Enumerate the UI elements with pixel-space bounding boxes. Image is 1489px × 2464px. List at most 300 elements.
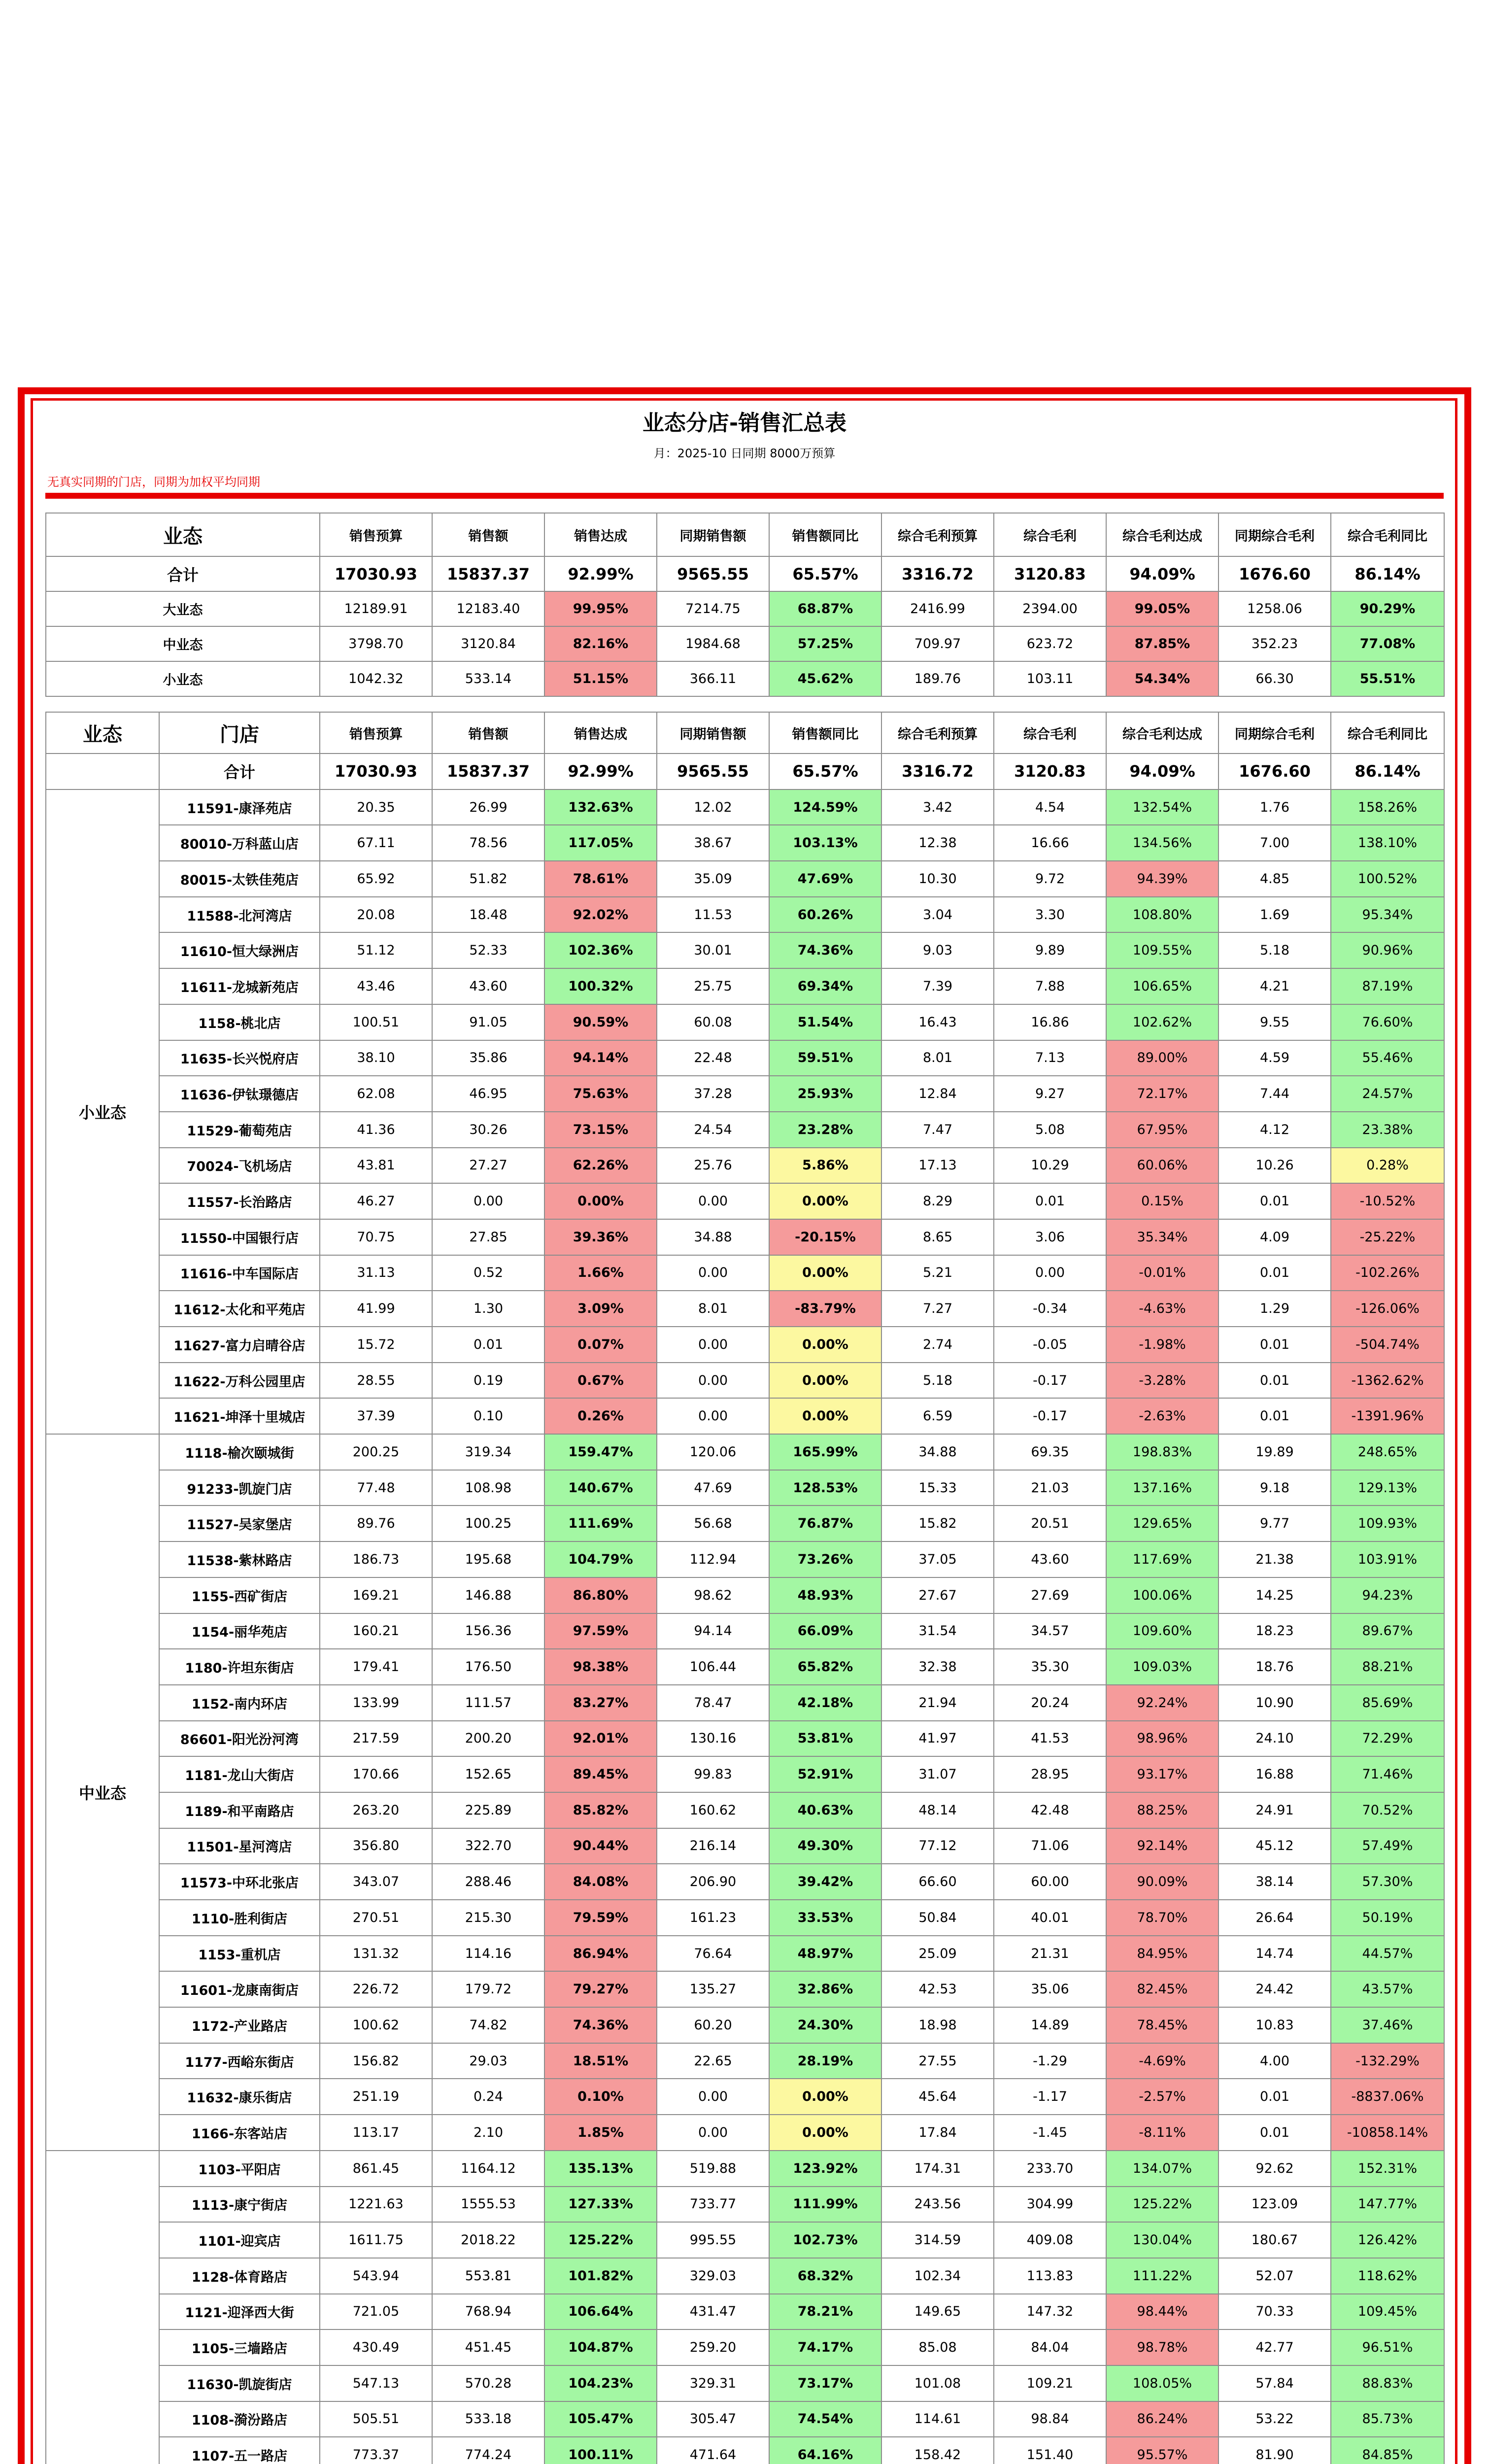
metric-cell: 135.27 bbox=[657, 1971, 769, 2007]
summary-cell: 51.15% bbox=[544, 661, 657, 696]
summary-cell: 352.23 bbox=[1218, 626, 1331, 661]
metric-cell: 40.01 bbox=[994, 1900, 1106, 1936]
metric-cell: 120.06 bbox=[657, 1434, 769, 1470]
metric-cell: 100.11% bbox=[544, 2437, 657, 2464]
column-header: 综合毛利 bbox=[994, 712, 1106, 753]
metric-cell: 233.70 bbox=[994, 2151, 1106, 2187]
metric-cell: 0.01 bbox=[1218, 1398, 1331, 1434]
total-cell: 1676.60 bbox=[1218, 753, 1331, 789]
metric-cell: 47.69 bbox=[657, 1470, 769, 1506]
metric-cell: 200.25 bbox=[320, 1434, 432, 1470]
metric-cell: 9.77 bbox=[1218, 1506, 1331, 1541]
metric-cell: 9.27 bbox=[994, 1076, 1106, 1112]
store-name: 11588-北河湾店 bbox=[159, 897, 320, 933]
metric-cell: 16.86 bbox=[994, 1004, 1106, 1040]
metric-cell: 20.24 bbox=[994, 1685, 1106, 1721]
metric-cell: 70.75 bbox=[320, 1219, 432, 1255]
summary-header-row bbox=[46, 513, 1444, 556]
metric-cell: 0.00% bbox=[769, 2079, 881, 2115]
table-row bbox=[46, 1004, 1444, 1040]
metric-cell: 9.55 bbox=[1218, 1004, 1331, 1040]
metric-cell: 127.33% bbox=[544, 2187, 657, 2223]
table-row bbox=[46, 2079, 1444, 2115]
metric-cell: 18.98 bbox=[881, 2007, 994, 2043]
table-row bbox=[46, 1398, 1444, 1434]
metric-cell: 0.10 bbox=[432, 1398, 544, 1434]
store-name: 1121-迎泽西大街 bbox=[159, 2294, 320, 2330]
metric-cell: 109.21 bbox=[994, 2365, 1106, 2401]
metric-cell: 84.08% bbox=[544, 1864, 657, 1900]
metric-cell: 34.88 bbox=[881, 1434, 994, 1470]
metric-cell: -1.17 bbox=[994, 2079, 1106, 2115]
metric-cell: 103.13% bbox=[769, 825, 881, 861]
table-row bbox=[46, 1255, 1444, 1291]
metric-cell: 259.20 bbox=[657, 2329, 769, 2365]
metric-cell: 198.83% bbox=[1106, 1434, 1218, 1470]
table-row bbox=[46, 1076, 1444, 1112]
metric-cell: 125.22% bbox=[544, 2222, 657, 2258]
report-subtitle: 月：2025-10 日同期 8000万预算 bbox=[653, 446, 836, 460]
metric-cell: 0.01 bbox=[1218, 1327, 1331, 1363]
metric-cell: 176.50 bbox=[432, 1649, 544, 1685]
metric-cell: 84.04 bbox=[994, 2329, 1106, 2365]
metric-cell: -1391.96% bbox=[1331, 1398, 1444, 1434]
metric-cell: 104.23% bbox=[544, 2365, 657, 2401]
metric-cell: 34.57 bbox=[994, 1613, 1106, 1649]
metric-cell: 66.60 bbox=[881, 1864, 994, 1900]
metric-cell: 108.05% bbox=[1106, 2365, 1218, 2401]
metric-cell: 94.39% bbox=[1106, 861, 1218, 897]
metric-cell: 0.26% bbox=[544, 1398, 657, 1434]
metric-cell: 215.30 bbox=[432, 1900, 544, 1936]
metric-cell: 42.53 bbox=[881, 1971, 994, 2007]
store-name: 11611-龙城新苑店 bbox=[159, 968, 320, 1004]
metric-cell: 0.07% bbox=[544, 1327, 657, 1363]
summary-cell: 3798.70 bbox=[320, 626, 432, 661]
metric-cell: 3.42 bbox=[881, 789, 994, 825]
store-name: 1166-东客站店 bbox=[159, 2115, 320, 2151]
metric-cell: 288.46 bbox=[432, 1864, 544, 1900]
metric-cell: 43.60 bbox=[432, 968, 544, 1004]
summary-cell: 9565.55 bbox=[657, 556, 769, 591]
metric-cell: 72.29% bbox=[1331, 1721, 1444, 1757]
metric-cell: 21.03 bbox=[994, 1470, 1106, 1506]
metric-cell: 111.69% bbox=[544, 1506, 657, 1541]
metric-cell: 71.46% bbox=[1331, 1756, 1444, 1792]
metric-cell: 27.69 bbox=[994, 1577, 1106, 1613]
metric-cell: 27.55 bbox=[881, 2043, 994, 2079]
metric-cell: 151.40 bbox=[994, 2437, 1106, 2464]
metric-cell: 73.17% bbox=[769, 2365, 881, 2401]
detail-store-header: 门店 bbox=[159, 712, 320, 753]
summary-cell: 7214.75 bbox=[657, 591, 769, 626]
metric-cell: 37.05 bbox=[881, 1541, 994, 1577]
metric-cell: 100.51 bbox=[320, 1004, 432, 1040]
metric-cell: 25.76 bbox=[657, 1148, 769, 1184]
store-name: 1105-三墙路店 bbox=[159, 2329, 320, 2365]
metric-cell: 114.61 bbox=[881, 2401, 994, 2437]
metric-cell: 89.76 bbox=[320, 1506, 432, 1541]
column-header: 综合毛利同比 bbox=[1331, 712, 1444, 753]
metric-cell: 7.27 bbox=[881, 1291, 994, 1327]
metric-cell: 84.95% bbox=[1106, 1936, 1218, 1972]
metric-cell: 0.00 bbox=[657, 1183, 769, 1219]
metric-cell: 102.34 bbox=[881, 2258, 994, 2294]
metric-cell: 0.01 bbox=[432, 1327, 544, 1363]
metric-cell: 18.51% bbox=[544, 2043, 657, 2079]
metric-cell: 18.76 bbox=[1218, 1649, 1331, 1685]
metric-cell: 90.09% bbox=[1106, 1864, 1218, 1900]
metric-cell: 82.45% bbox=[1106, 1971, 1218, 2007]
summary-cell: 103.11 bbox=[994, 661, 1106, 696]
metric-cell: 15.82 bbox=[881, 1506, 994, 1541]
metric-cell: 39.36% bbox=[544, 1219, 657, 1255]
metric-cell: 179.72 bbox=[432, 1971, 544, 2007]
metric-cell: -3.28% bbox=[1106, 1363, 1218, 1399]
metric-cell: 65.82% bbox=[769, 1649, 881, 1685]
metric-cell: -102.26% bbox=[1331, 1255, 1444, 1291]
metric-cell: 226.72 bbox=[320, 1971, 432, 2007]
metric-cell: 55.46% bbox=[1331, 1040, 1444, 1076]
metric-cell: 35.86 bbox=[432, 1040, 544, 1076]
metric-cell: 46.27 bbox=[320, 1183, 432, 1219]
metric-cell: 431.47 bbox=[657, 2294, 769, 2330]
metric-cell: 88.25% bbox=[1106, 1792, 1218, 1828]
summary-row-label: 小业态 bbox=[46, 661, 320, 696]
metric-cell: 96.51% bbox=[1331, 2329, 1444, 2365]
metric-cell: 430.49 bbox=[320, 2329, 432, 2365]
metric-cell: 92.62 bbox=[1218, 2151, 1331, 2187]
metric-cell: 20.08 bbox=[320, 897, 432, 933]
summary-cell: 1042.32 bbox=[320, 661, 432, 696]
metric-cell: 79.27% bbox=[544, 1971, 657, 2007]
metric-cell: 108.98 bbox=[432, 1470, 544, 1506]
metric-cell: 48.14 bbox=[881, 1792, 994, 1828]
metric-cell: 1611.75 bbox=[320, 2222, 432, 2258]
metric-cell: 35.30 bbox=[994, 1649, 1106, 1685]
metric-cell: 16.43 bbox=[881, 1004, 994, 1040]
metric-cell: 113.17 bbox=[320, 2115, 432, 2151]
metric-cell: 40.63% bbox=[769, 1792, 881, 1828]
metric-cell: 60.06% bbox=[1106, 1148, 1218, 1184]
metric-cell: 106.44 bbox=[657, 1649, 769, 1685]
metric-cell: 861.45 bbox=[320, 2151, 432, 2187]
metric-cell: 0.10% bbox=[544, 2079, 657, 2115]
metric-cell: 23.28% bbox=[769, 1112, 881, 1148]
summary-cell: 55.51% bbox=[1331, 661, 1444, 696]
metric-cell: 51.82 bbox=[432, 861, 544, 897]
summary-group-header: 业态 bbox=[46, 513, 320, 556]
table-row bbox=[46, 897, 1444, 933]
metric-cell: 106.64% bbox=[544, 2294, 657, 2330]
metric-cell: 134.07% bbox=[1106, 2151, 1218, 2187]
table-row bbox=[46, 1792, 1444, 1828]
metric-cell: 27.67 bbox=[881, 1577, 994, 1613]
metric-cell: 774.24 bbox=[432, 2437, 544, 2464]
metric-cell: -0.01% bbox=[1106, 1255, 1218, 1291]
table-row bbox=[46, 2437, 1444, 2464]
metric-cell: 29.03 bbox=[432, 2043, 544, 2079]
store-name: 1152-南内环店 bbox=[159, 1685, 320, 1721]
metric-cell: 113.83 bbox=[994, 2258, 1106, 2294]
metric-cell: 78.45% bbox=[1106, 2007, 1218, 2043]
detail-total-row bbox=[46, 753, 1444, 789]
metric-cell: 9.89 bbox=[994, 932, 1106, 968]
metric-cell: 31.13 bbox=[320, 1255, 432, 1291]
metric-cell: 109.03% bbox=[1106, 1649, 1218, 1685]
metric-cell: -8.11% bbox=[1106, 2115, 1218, 2151]
metric-cell: 158.42 bbox=[881, 2437, 994, 2464]
metric-cell: 60.00 bbox=[994, 1864, 1106, 1900]
metric-cell: 34.88 bbox=[657, 1219, 769, 1255]
metric-cell: 89.45% bbox=[544, 1756, 657, 1792]
metric-cell: 65.92 bbox=[320, 861, 432, 897]
metric-cell: 18.23 bbox=[1218, 1613, 1331, 1649]
metric-cell: 57.84 bbox=[1218, 2365, 1331, 2401]
metric-cell: 138.10% bbox=[1331, 825, 1444, 861]
metric-cell: -0.05 bbox=[994, 1327, 1106, 1363]
metric-cell: 17.84 bbox=[881, 2115, 994, 2151]
metric-cell: 130.16 bbox=[657, 1721, 769, 1757]
metric-cell: 97.59% bbox=[544, 1613, 657, 1649]
metric-cell: 1.66% bbox=[544, 1255, 657, 1291]
summary-cell: 2416.99 bbox=[881, 591, 994, 626]
summary-cell: 533.14 bbox=[432, 661, 544, 696]
metric-cell: -1.98% bbox=[1106, 1327, 1218, 1363]
store-name: 1128-体育路店 bbox=[159, 2258, 320, 2294]
metric-cell: 59.51% bbox=[769, 1040, 881, 1076]
metric-cell: 62.08 bbox=[320, 1076, 432, 1112]
column-header: 综合毛利 bbox=[994, 513, 1106, 556]
metric-cell: 10.30 bbox=[881, 861, 994, 897]
table-row bbox=[46, 1900, 1444, 1936]
metric-cell: 83.27% bbox=[544, 1685, 657, 1721]
metric-cell: 146.88 bbox=[432, 1577, 544, 1613]
metric-cell: 3.04 bbox=[881, 897, 994, 933]
metric-cell: 16.88 bbox=[1218, 1756, 1331, 1792]
metric-cell: 100.52% bbox=[1331, 861, 1444, 897]
summary-row-label: 中业态 bbox=[46, 626, 320, 661]
metric-cell: 35.34% bbox=[1106, 1219, 1218, 1255]
metric-cell: 132.63% bbox=[544, 789, 657, 825]
metric-cell: 89.67% bbox=[1331, 1613, 1444, 1649]
store-name: 1180-许坦东街店 bbox=[159, 1649, 320, 1685]
metric-cell: 37.46% bbox=[1331, 2007, 1444, 2043]
metric-cell: 123.09 bbox=[1218, 2187, 1331, 2223]
store-name: 11635-长兴悦府店 bbox=[159, 1040, 320, 1076]
column-header: 销售额同比 bbox=[769, 513, 881, 556]
metric-cell: 118.62% bbox=[1331, 2258, 1444, 2294]
metric-cell: 161.23 bbox=[657, 1900, 769, 1936]
summary-cell: 3316.72 bbox=[881, 556, 994, 591]
metric-cell: 109.55% bbox=[1106, 932, 1218, 968]
summary-cell: 68.87% bbox=[769, 591, 881, 626]
metric-cell: 217.59 bbox=[320, 1721, 432, 1757]
metric-cell: 3.09% bbox=[544, 1291, 657, 1327]
metric-cell: 1.30 bbox=[432, 1291, 544, 1327]
summary-row-label: 大业态 bbox=[46, 591, 320, 626]
metric-cell: 24.54 bbox=[657, 1112, 769, 1148]
summary-cell: 12189.91 bbox=[320, 591, 432, 626]
metric-cell: 10.26 bbox=[1218, 1148, 1331, 1184]
metric-cell: 70.33 bbox=[1218, 2294, 1331, 2330]
metric-cell: 553.81 bbox=[432, 2258, 544, 2294]
metric-cell: 28.19% bbox=[769, 2043, 881, 2079]
metric-cell: 3.06 bbox=[994, 1219, 1106, 1255]
metric-cell: 10.83 bbox=[1218, 2007, 1331, 2043]
metric-cell: 74.36% bbox=[769, 932, 881, 968]
metric-cell: 114.16 bbox=[432, 1936, 544, 1972]
metric-cell: 100.06% bbox=[1106, 1577, 1218, 1613]
metric-cell: 0.00 bbox=[657, 1255, 769, 1291]
metric-cell: 4.54 bbox=[994, 789, 1106, 825]
metric-cell: 3.30 bbox=[994, 897, 1106, 933]
table-row bbox=[46, 1613, 1444, 1649]
column-header: 同期销售额 bbox=[657, 513, 769, 556]
metric-cell: 129.65% bbox=[1106, 1506, 1218, 1541]
metric-cell: 243.56 bbox=[881, 2187, 994, 2223]
metric-cell: 137.16% bbox=[1106, 1470, 1218, 1506]
metric-cell: 76.87% bbox=[769, 1506, 881, 1541]
metric-cell: 768.94 bbox=[432, 2294, 544, 2330]
store-name: 1113-康宁街店 bbox=[159, 2187, 320, 2223]
metric-cell: 53.81% bbox=[769, 1721, 881, 1757]
metric-cell: -1.29 bbox=[994, 2043, 1106, 2079]
table-row bbox=[46, 2151, 1444, 2187]
summary-cell: 99.95% bbox=[544, 591, 657, 626]
table-row bbox=[46, 2115, 1444, 2151]
metric-cell: 98.84 bbox=[994, 2401, 1106, 2437]
metric-cell: -83.79% bbox=[769, 1291, 881, 1327]
table-row bbox=[46, 2294, 1444, 2330]
metric-cell: 84.85% bbox=[1331, 2437, 1444, 2464]
metric-cell: 85.73% bbox=[1331, 2401, 1444, 2437]
metric-cell: 1164.12 bbox=[432, 2151, 544, 2187]
store-name: 1118-榆次颐城街 bbox=[159, 1434, 320, 1470]
total-cell: 65.57% bbox=[769, 753, 881, 789]
metric-cell: 0.00 bbox=[657, 1327, 769, 1363]
metric-cell: 64.16% bbox=[769, 2437, 881, 2464]
metric-cell: 30.01 bbox=[657, 932, 769, 968]
metric-cell: 16.66 bbox=[994, 825, 1106, 861]
metric-cell: 78.56 bbox=[432, 825, 544, 861]
metric-cell: 134.56% bbox=[1106, 825, 1218, 861]
metric-cell: 773.37 bbox=[320, 2437, 432, 2464]
metric-cell: 170.66 bbox=[320, 1756, 432, 1792]
table-row bbox=[46, 1363, 1444, 1399]
table-row bbox=[46, 1577, 1444, 1613]
metric-cell: 12.38 bbox=[881, 825, 994, 861]
metric-cell: 27.85 bbox=[432, 1219, 544, 1255]
metric-cell: 38.10 bbox=[320, 1040, 432, 1076]
metric-cell: 103.91% bbox=[1331, 1541, 1444, 1577]
table-row bbox=[46, 1649, 1444, 1685]
metric-cell: 67.11 bbox=[320, 825, 432, 861]
summary-cell: 94.09% bbox=[1106, 556, 1218, 591]
metric-cell: 100.25 bbox=[432, 1506, 544, 1541]
table-row bbox=[46, 1864, 1444, 1900]
store-name: 1110-胜利街店 bbox=[159, 1900, 320, 1936]
total-cell: 86.14% bbox=[1331, 753, 1444, 789]
metric-cell: 67.95% bbox=[1106, 1112, 1218, 1148]
metric-cell: 0.00 bbox=[657, 1363, 769, 1399]
metric-cell: 21.31 bbox=[994, 1936, 1106, 1972]
metric-cell: 56.68 bbox=[657, 1506, 769, 1541]
summary-cell: 17030.93 bbox=[320, 556, 432, 591]
metric-cell: -20.15% bbox=[769, 1219, 881, 1255]
table-row bbox=[46, 1183, 1444, 1219]
summary-row bbox=[46, 661, 1444, 696]
summary-cell: 92.99% bbox=[544, 556, 657, 591]
column-header: 综合毛利达成 bbox=[1106, 513, 1218, 556]
metric-cell: 15.72 bbox=[320, 1327, 432, 1363]
metric-cell: 216.14 bbox=[657, 1828, 769, 1864]
detail-header-row bbox=[46, 712, 1444, 753]
summary-cell: 1676.60 bbox=[1218, 556, 1331, 591]
metric-cell: 95.57% bbox=[1106, 2437, 1218, 2464]
metric-cell: 44.57% bbox=[1331, 1936, 1444, 1972]
metric-cell: 263.20 bbox=[320, 1792, 432, 1828]
table-row bbox=[46, 2365, 1444, 2401]
summary-cell: 57.25% bbox=[769, 626, 881, 661]
summary-cell: 623.72 bbox=[994, 626, 1106, 661]
metric-cell: 0.01 bbox=[1218, 1255, 1331, 1291]
metric-cell: 52.91% bbox=[769, 1756, 881, 1792]
metric-cell: 26.64 bbox=[1218, 1900, 1331, 1936]
metric-cell: 43.60 bbox=[994, 1541, 1106, 1577]
store-name: 1158-桃北店 bbox=[159, 1004, 320, 1040]
metric-cell: 0.15% bbox=[1106, 1183, 1218, 1219]
detail-group-header: 业态 bbox=[46, 712, 159, 753]
metric-cell: 0.00% bbox=[769, 1363, 881, 1399]
metric-cell: 123.92% bbox=[769, 2151, 881, 2187]
report-note: 无真实同期的门店，同期为加权平均同期 bbox=[47, 475, 260, 489]
metric-cell: 86.80% bbox=[544, 1577, 657, 1613]
store-name: 11627-富力启晴谷店 bbox=[159, 1327, 320, 1363]
metric-cell: 60.08 bbox=[657, 1004, 769, 1040]
metric-cell: -132.29% bbox=[1331, 2043, 1444, 2079]
table-row bbox=[46, 2222, 1444, 2258]
metric-cell: 0.00% bbox=[769, 1327, 881, 1363]
metric-cell: 5.08 bbox=[994, 1112, 1106, 1148]
metric-cell: 78.47 bbox=[657, 1685, 769, 1721]
total-cell: 94.09% bbox=[1106, 753, 1218, 789]
metric-cell: 53.22 bbox=[1218, 2401, 1331, 2437]
column-header: 综合毛利预算 bbox=[881, 513, 994, 556]
metric-cell: 102.36% bbox=[544, 932, 657, 968]
store-name: 80010-万科蓝山店 bbox=[159, 825, 320, 861]
table-row bbox=[46, 1828, 1444, 1864]
metric-cell: 27.27 bbox=[432, 1148, 544, 1184]
metric-cell: 32.38 bbox=[881, 1649, 994, 1685]
metric-cell: 52.33 bbox=[432, 932, 544, 968]
metric-cell: 9.03 bbox=[881, 932, 994, 968]
store-name: 11527-吴家堡店 bbox=[159, 1506, 320, 1541]
metric-cell: 733.77 bbox=[657, 2187, 769, 2223]
metric-cell: 79.59% bbox=[544, 1900, 657, 1936]
store-name: 11612-太化和平苑店 bbox=[159, 1291, 320, 1327]
metric-cell: 48.93% bbox=[769, 1577, 881, 1613]
metric-cell: 109.45% bbox=[1331, 2294, 1444, 2330]
metric-cell: 43.57% bbox=[1331, 1971, 1444, 2007]
metric-cell: 24.30% bbox=[769, 2007, 881, 2043]
metric-cell: 5.21 bbox=[881, 1255, 994, 1291]
metric-cell: 124.59% bbox=[769, 789, 881, 825]
metric-cell: 69.34% bbox=[769, 968, 881, 1004]
group-label: 中业态 bbox=[46, 1434, 159, 2151]
table-row bbox=[46, 1506, 1444, 1541]
metric-cell: -2.57% bbox=[1106, 2079, 1218, 2115]
